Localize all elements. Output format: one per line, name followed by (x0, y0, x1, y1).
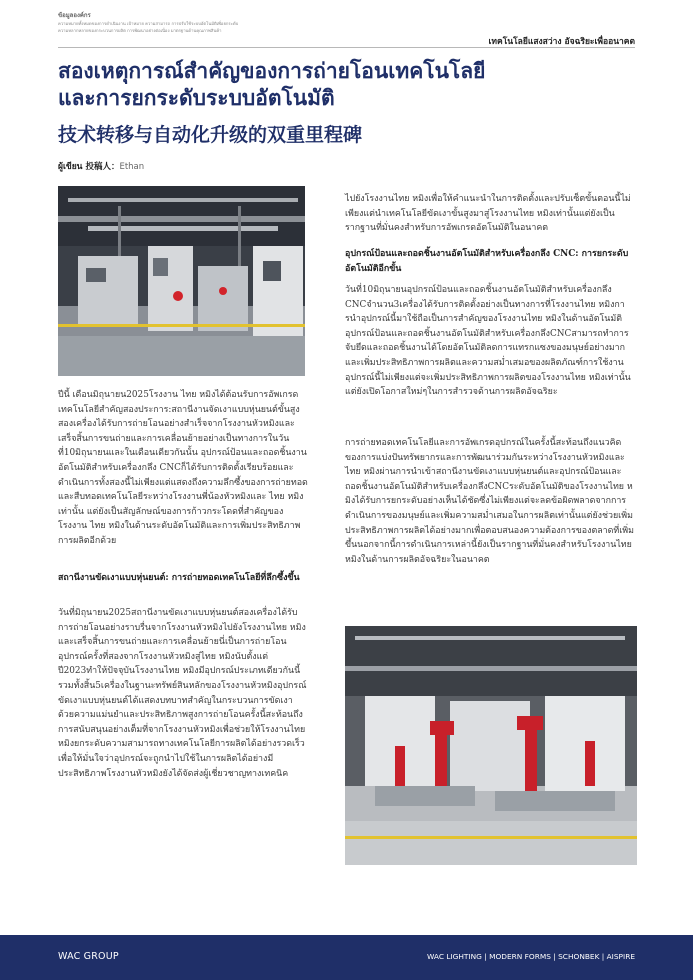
article-title-chinese: 技术转移与自动化升级的双重里程碑 (58, 124, 363, 146)
header-meta (58, 12, 358, 34)
author-label: ผู้เขียน 投稿人： (58, 162, 120, 172)
paragraph-robot-polishing-cont: ไปยังโรงงานไทย หมิงเพื่อให้คำแนะนำในการติดตั้งและปรับเซ็ตขั้นตอนนี้ไม่เพียงแต่นำเทคโนโลยีขัดเงาขั้นสูงมาสู่โรงงานไทย หมิงเท่านั้นแต่ยังเป็นรากฐานที่มั่นคงสำหรับการอัพเกรดอัตโนมัติในอนาคต (345, 194, 631, 234)
subheading-cnc-loading: อุปกรณ์ป้อนและถอดชิ้นงานอัตโนมัติสำหรับเครื่องกลึง CNC: การยกระดับอัตโนมัติอีกขั้น (345, 249, 629, 274)
paragraph-conclusion: การถ่ายทอดเทคโนโลยีและการอัพเกรดอุปกรณ์ในครั้งนี้สะท้อนถึงแนวคิดของการแบ่งปันทรัพยากรและการพัฒนาร่วมกันระหว่างโรงงานหัวหมิงและไทย หมิงผ่านการนำเข้าสถานีงานขัดเงาแบบหุ่นยนต์และอุปกรณ์ป้อนและถอดชิ้นงานอัตโนมัติสำหรับเครื่องกลึงCNCระดับอัตโนมัติของโรงงานไทย หมิงได้รับการยกระดับอย่างเห็นได้ชัดซึ่งไม่เพียงแต่จะลดข้อผิดพลาดจากการดำเนินการของมนุษย์และเพิ่มความสม่ำเสมอในการผลิตเท่านั้นแต่ยังช่วยเพิ่มประสิทธิภาพการผลิตได้อย่างมากเพื่อตอบสนองความต้องการของตลาดที่เพิ่มขึ้นนอกจากนี้การดำเนินการเหล่านี้ยังเป็นรากฐานที่มั่นคงสำหรับโรงงานไทย หมิงในด้านการผลิตอัจฉริยะในอนาคต (345, 438, 635, 565)
header-divider (58, 47, 635, 48)
header-meta-title: ข้อมูลองค์กร (58, 12, 91, 19)
header-meta-line: ความหลากหลายของกระบวนการผลิต การพัฒนาอย่างต่อเนื่อง มาตรฐานด้านคุณภาพสินค้า (58, 28, 222, 33)
author-line (58, 159, 144, 173)
paragraph-intro: ปีนี้ เดือนมิถุนายน2025โรงงาน ไทย หมิงได้ต้อนรับการอัพเกรดเทคโนโลยีสำคัญสองประการ:สถานีงานจัดเงาแบบหุ่นยนต์ขั้นสูงสองเครื่องได้รับการถ่ายโอนอย่างสำเร็จจากโรงงานหัวหมิงและเสร็จสิ้นการขนถ่ายและการเคลื่อนย้ายอย่างเป็นทางการในวันที่10มิถุนายนและในเดือนเดียวกันนั้น อุปกรณ์ป้อนและถอดชิ้นงานอัตโนมัติสำหรับเครื่องกลึง CNCก็ได้รับการติดตั้งเรียบร้อยและดำเนินการทั้งสองนี้ไม่เพียงแต่แสดงถึงความลึกซึ้งของการถ่ายทอดและสืบทอดเทคโนโลยีระหว่างโรงงานพี่น้องหัวหมิงและ ไทย หมิงเท่านั้น แต่ยังเป็นสัญลักษณ์ของการก้าวกระโดดที่สำคัญของโรงงาน ไทย หมิงในด้านระดับอัตโนมัติและการเพิ่มประสิทธิภาพการผลิตอีกด้วย (58, 390, 308, 546)
footer-brand-logo: WAC GROUP (58, 951, 119, 962)
robot-stations-photo (345, 626, 637, 865)
author-name: Ethan (119, 162, 145, 172)
header-meta-line: ความหมายทั้งหมดของการดำเนินงาน เป้าหมาย ความสามารถ การปรับใช้ระบบอัตโนมัติเพื่อยกระดับ (58, 21, 239, 26)
article-title-thai: สองเหตุการณ์สำคัญของการถ่ายโอนเทคโนโลยีและการยกระดับระบบอัตโนมัติ (58, 59, 486, 110)
paragraph-robot-polishing: วันที่มิถุนายน2025สถานีงานขัดเงาแบบหุ่นยนต์สองเครื่องได้รับการถ่ายโอนอย่างราบรื่นจากโรงงานหัวหมิงไปยังโรงงานไทย หมิงและเสร็จสิ้นการขนถ่ายและการเคลื่อนย้ายนี่เป็นการถ่ายโอนอุปกรณ์ครั้งที่สองจากโรงงานหัวหมิงสู่ไทย หมิงนับตั้งแต่ปี2023ทำให้ปัจจุบันโรงงานไทย หมิงมีอุปกรณ์ประเภทเดียวกันนี้รวมทั้งสิ้น5เครื่องในฐานะทรัพย์สินหลักของโรงงานหัวหมิงอุปกรณ์ขัดเงาแบบหุ่นยนต์ได้แสดงบทบาทสำคัญในกระบวนการขัดเงาด้วยความแม่นยำและประสิทธิภาพสูงการถ่ายโอนครั้งนี้สะท้อนถึงการสนับสนุนอย่างเต็มที่จากโรงงานหัวหมิงเพื่อช่วยให้โรงงานไทย หมิงยกระดับความสามารถทางเทคโนโลยีการผลิตได้อย่างรวดเร็วเพื่อให้มั่นใจว่าอุปกรณ์จะถูกนำไปใช้ในการผลิตได้อย่างมีประสิทธิภาพโรงงานหัวหมิงยังได้จัดส่งผู้เชี่ยวชาญทางเทคนิค (58, 608, 307, 779)
footer-bar (0, 935, 693, 980)
subheading-robot-polishing: สถานีงานขัดเงาแบบหุ่นยนต์: การถ่ายทอดเทคโนโลยีที่ลึกซึ้งขึ้น (58, 573, 300, 583)
footer-brand-list: WAC LIGHTING | MODERN FORMS | SCHONBEK | AISPIRE (427, 952, 635, 961)
header-section-title: เทคโนโลยีแสงสว่าง อัจฉริยะเพื่ออนาคต (488, 37, 635, 47)
paragraph-cnc-loading: วันที่10มิถุนายนอุปกรณ์ป้อนและถอดชิ้นงานอัตโนมัติสำหรับเครื่องกลึง CNCจำนวน3เครื่องได้รับการติดตั้งอย่างเป็นทางการที่โรงงานไทย หมิงการนำอุปกรณ์นี้มาใช้ถือเป็นการสำคัญของโรงงานไทย หมิงในด้านอัตโนมัติอุปกรณ์ป้อนและถอดชิ้นงานอัตโนมัติสำหรับเครื่องกลึงCNCสามารถทำการจับยึดและถอดชิ้นงานได้โดยอัตโนมัติลดการแทรกแซงของมนุษย์อย่างมากและเพิ่มประสิทธิภาพการผลิตและความสม่ำเสมอของผลิตภัณฑ์การใช้งานอุปกรณ์นี้ไม่เพียงแต่จะเพิ่มประสิทธิภาพการผลิตของโรงงานไทย หมิงเท่านั้นแต่ยังเปิดโอกาสใหม่ๆในการสำรวจด้านการผลิตอัจฉริยะ (345, 285, 631, 398)
factory-workshop-photo (58, 186, 305, 376)
